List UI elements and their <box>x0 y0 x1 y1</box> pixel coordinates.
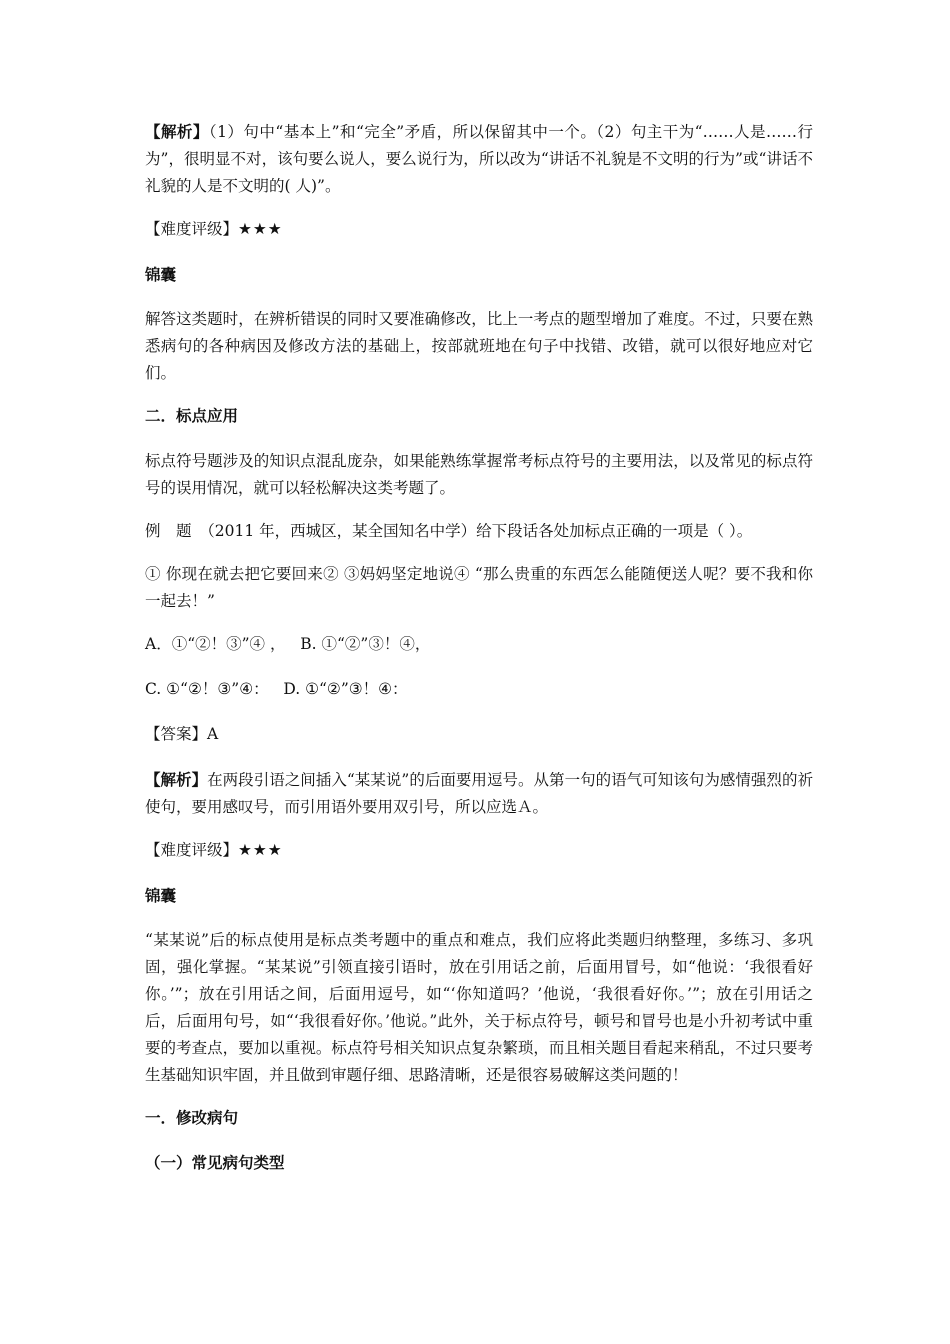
difficulty-1-label: 【难度评级】 <box>145 220 239 238</box>
difficulty-1 <box>145 216 813 243</box>
difficulty-2-label: 【难度评级】 <box>145 841 239 859</box>
option-a-b: A．①“②！③”④ ， B. ①“②”③！④， <box>145 635 431 653</box>
difficulty-1-stars: ★★★ <box>238 220 283 238</box>
section-2-intro: 标点符号题涉及的知识点混乱庞杂，如果能熟练掌握常考标点符号的主要用法，以及常见的标点符号的误用情况，就可以轻松解决这类考题了。 <box>145 452 813 497</box>
answer <box>145 721 813 748</box>
analysis-1-text: （1）句中“基本上”和“完全”矛盾，所以保留其中一个。（2）句主干为“……人是……行为”，很明显不对，该句要么说人，要么说行为，所以改为“讲话不礼貌是不文明的行为”或“讲话不礼貌的人是不文明的( 人)”。 <box>145 123 813 195</box>
document-page <box>145 118 813 1193</box>
example-question: 例 题 （2011 年，西城区，某全国知名中学）给下段话各处加标点正确的一项是（ ）。 <box>145 522 753 540</box>
answer-label: 【答案】 <box>145 725 208 743</box>
analysis-2-label: 【解析】 <box>145 770 208 789</box>
tip-2-text: “某某说”后的标点使用是标点类考题中的重点和难点，我们应将此类题归纳整理，多练习、多巩固，强化掌握。“某某说”引领直接引语时，放在引用话之前，后面用冒号，如“他说：‘我很看好你。’”；放在引用话之间，后面用逗号，如“‘你知道吗？’他说，‘我很看好你。’”；放在引用话之后，后面用句号，如“‘我很看好你。’他说。”此外，关于标点符号，顿号和冒号也是小升初考试中重要的考查点，要加以重视。标点符号相关知识点复杂繁琐，而且相关题目看起来稍乱，不过只要考生基础知识牢固，并且做到审题仔细、思路清晰，还是很容易破解这类问题的！ <box>145 931 813 1084</box>
tip-1-title: 锦囊 <box>145 265 177 284</box>
answer-text: A <box>207 725 219 743</box>
analysis-2-text: 在两段引语之间插入“某某说”的后面要用逗号。从第一句的语气可知该句为感情强烈的祈使句，要用感叹号，而引用语外要用双引号，所以应选Ａ。 <box>145 771 813 816</box>
analysis-2 <box>145 766 813 821</box>
tip-2-title: 锦囊 <box>145 886 177 905</box>
example-sentence: ① 你现在就去把它要回来② ③妈妈坚定地说④ “那么贵重的东西怎么能随便送人呢？要不我和你一起去！” <box>145 565 813 610</box>
analysis-1-label: 【解析】 <box>145 122 209 141</box>
tip-1-text: 解答这类题时，在辨析错误的同时又要准确修改，比上一考点的题型增加了难度。不过，只要在熟悉病句的各种病因及修改方法的基础上，按部就班地在句子中找错、改错，就可以很好地应对它们。 <box>145 310 813 382</box>
analysis-1 <box>145 118 813 200</box>
option-c-d: C. ①“②！③”④： D. ①“②”③！④： <box>145 680 408 698</box>
section-1-title: 一．修改病句 <box>145 1109 239 1127</box>
section-1-subtitle: （一）常见病句类型 <box>145 1154 285 1172</box>
difficulty-2-stars: ★★★ <box>238 841 283 859</box>
difficulty-2 <box>145 837 813 864</box>
section-2-title: 二．标点应用 <box>145 407 239 425</box>
